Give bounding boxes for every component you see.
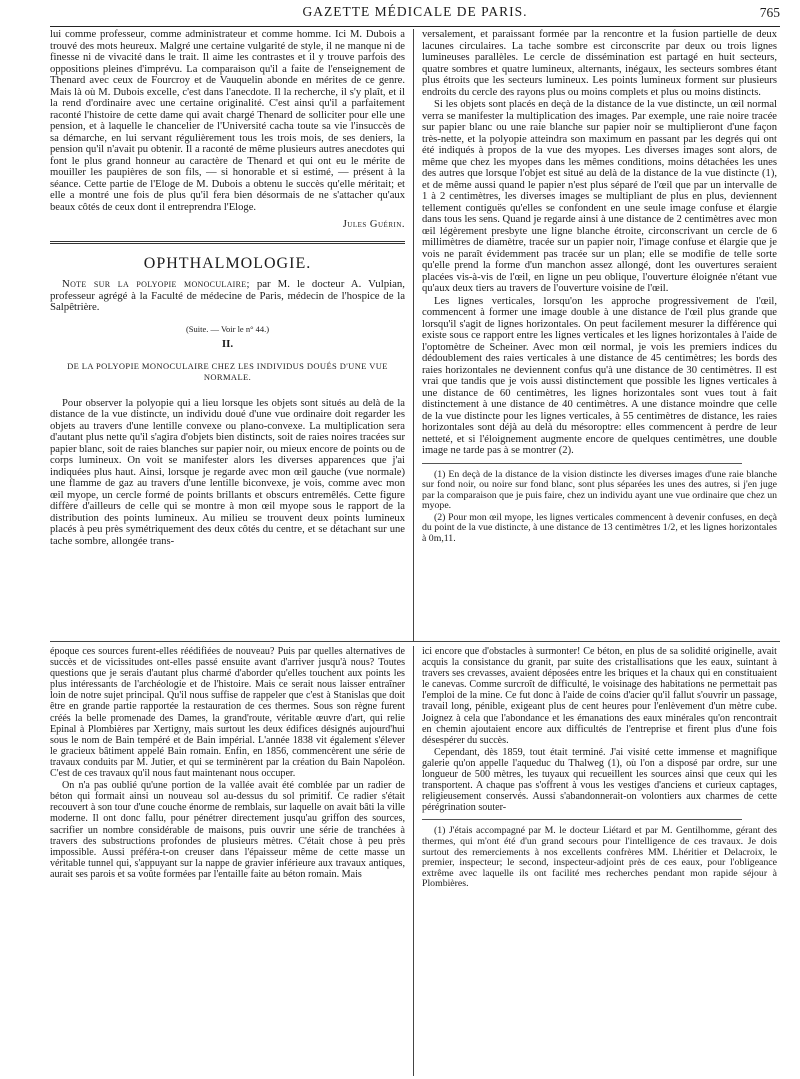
paragraph: ici encore que d'obstacles à surmonter! Ce béton, en plus de sa solidité originelle, avait acquis la consistance du granit, par suite des cristallisations que les eaux, suintant à travers ses crevasses, avaient déposées entre les briques et la chaux qui en constituaient le canevas. Comme surcroît de difficulté, le voisinage des habitations ne permettait pas l'emploi de la mine. Ce fut donc à l'aide de coins d'acier qu'il fallut s'ouvrir un passage, travail long, pénible, exigeant plus de cent heures pour l'enlèvement d'un mètre cube. Joignez à cela que l'abondance et les émanations des eaux minérales qu'on rencontrait en chemin ajoutaient encore aux difficultés de l'entreprise et firent plus d'une fois désespérer du succès. bbox=[422, 646, 777, 746]
lower-left-column bbox=[50, 646, 405, 1076]
paragraph: Cependant, dès 1859, tout était terminé. J'ai visité cette immense et magnifique galerie qu'on appelle l'aqueduc du Thalweg (1), où l'on a disposé par ordre, sur une longueur de 500 mètres, les tuyaux qui recueillent les sources ainsi que ceux qui les transportent. A chaque pas s'offrent à vous les vestiges d'anciens et curieux captages, religieusement conservés. Aussi s'abandonnerait-on volontiers aux charmes de cette pérégrination souter- bbox=[422, 746, 777, 814]
continuation-note: (Suite. — Voir le n° 44.) bbox=[185, 323, 270, 334]
upper-right-column bbox=[422, 29, 777, 641]
page-number: 765 bbox=[759, 5, 780, 20]
upper-section bbox=[50, 29, 780, 642]
paragraph: On n'a pas oublié qu'une portion de la vallée avait été comblée par un radier de béton qui formait ainsi un nouveau sol au-dessus du sol primitif. Ce radier s'était recouvert à son tour d'une couche énorme de remblais, sur laquelle on avait bâti la ville moderne. Il ont donc fallu, pour pénétrer directement jusqu'au griffon des sources, sacrifier un nombre considérable de maisons, puis ouvrir une série de tranchées à travers des substructions profondes de plusieurs mètres. C'était chose à peu près impossible. Aussi préféra-t-on creuser dans l'épaisseur même de cette masse un véritable tunnel qui, s'appuyant sur la nappe de gravier inférieure aux travaux antiques, aurait ses parois et sa voûte formées par l'entaille faite au béton romain. Mais bbox=[50, 780, 405, 880]
running-header bbox=[50, 4, 780, 27]
lower-right-column bbox=[422, 646, 777, 1076]
footnote-separator bbox=[422, 463, 742, 464]
paragraph: Si les objets sont placés en deçà de la distance de la vue distincte, un œil normal verra se manifester la multiplication des images. Par exemple, une raie noire tracée sur papier blanc ou une raie blanche sur papier noir se multiplieront d'une façon très-nette, et la polyopie atteindra son maximum en passant par les degrés qui ont été indiqués à propos de la vue des myopes. Les diverses images sont alors, de même que chez les myopes dans les mêmes conditions, moins détachées les unes des autres que lorsque l'objet est situé au delà de la distance de la vue distincte (1), et de même aussi quand le papier n'est plus séparé de l'œil que par un intervalle de 1 à 2 centimètres, les diverses images se multipliant de plus en plus, deviennent tellement contiguës qu'elles se confondent en une seule image confuse et élargie dans tous les sens. Quand je regarde ainsi à une distance de 2 centimètres avec mon œil légèrement presbyte une ligne blanche étroite, circonscrivant un cercle de 6 millimètres de diamètre, tracée sur un papier noir, l'image confuse et élargie que je vois ne paraît évidemment pas tracée sur un plan; elle se modifie de telle sorte qu'elle prend la forme d'un manchon assez allongé, dont les ouvertures seraient placées vis-à-vis de l'œil, en ligne un peu oblique, l'ouverture éloignée n'étant vue qu'aux deux tiers au travers de l'ouverture voisine de l'œil. bbox=[422, 99, 777, 294]
section-heading: OPHTHALMOLOGIE. bbox=[143, 254, 312, 272]
chapter-number: II. bbox=[221, 338, 234, 350]
footnote: (1) J'étais accompagné par M. le docteur Liétard et par M. Gentilhomme, gérant des thermes, qui m'ont été d'un grand secours pour l'intelligence de ces travaux. Je dois surtout des remerciements à nos excellents confrères MM. Lhéritier et Delacroix, le premier, inspecteur; le second, inspecteur-adjoint près de ces eaux, pour l'obligeance extrême avec laquelle ils ont facilité mes recherches pendant mon rapide séjour à Plombières. bbox=[422, 825, 777, 890]
upper-left-column bbox=[50, 29, 405, 641]
lower-section bbox=[50, 646, 780, 1076]
chapter-heading: DE LA POLYOPIE MONOCULAIRE CHEZ LES INDIVIDUS DOUÉS D'UNE VUE NORMALE. bbox=[67, 360, 388, 382]
footnote: (2) Pour mon œil myope, les lignes verticales commencent à devenir confuses, en deçà du point de la vue distincte, à une distance de 13 centimètres 1/2, et les lignes horizontales à 0m,11. bbox=[422, 511, 777, 545]
footnote-separator bbox=[422, 819, 742, 820]
paragraph: époque ces sources furent-elles réédifiées de nouveau? Puis par quelles alternatives de succès et de vicissitudes ont-elles passé ensuite avant d'arriver jusqu'à nous? Toutes questions que je serais d'autant plus charmé d'aborder qu'elles touchent aux points les plus intéressants de l'archéologie et de l'histoire. Mais ce serait nous laisser entraîner loin de notre sujet principal. Qu'il nous suffise de rappeler que c'est à Stanislas que doit être en grande partie rapportée la restauration de ces thermes. Sous son règne furent créés la belle promenade des Dames, la grand'route, véritable œuvre d'art, qui relie Epinal à Plombières par Xertigny, mais surtout les deux édifices désignés aujourd'hui sous le nom de Bain tempéré et de Bain impérial. L'année 1838 vit également s'élever le gracieux bâtiment appelé Bain romain. Enfin, en 1856, commencèrent une série de travaux conduits par M. Jutier, et qui se terminèrent par la création du Bain Napoléon. C'est de ces travaux qu'il nous faut maintenant nous occuper. bbox=[50, 646, 405, 780]
journal-title: GAZETTE MÉDICALE DE PARIS. bbox=[302, 4, 528, 19]
paragraph: Les lignes verticales, lorsqu'on les approche progressivement de l'œil, commencent à former une image double à une distance de l'œil plus grande que lorsqu'il s'agit de lignes horizontales. On peut facilement mesurer la différence qui existe sous ce rapport entre les lignes verticales et les lignes horizontales à l'aide de l'optomètre de Scheiner. Avec mon œil normal, je vois les premiers indices du dédoublement des raies verticales à une distance de 45 centimètres; les bords des raies horizontales ne deviennent confus qu'à une distance de 30 centimètres. Il est vrai que tandis que je vois aussi distinctement que possible les lignes verticales à une distance de 60 centimètres, les lignes horizontales sont vues tout à fait distinctement à une distance de 40 centimètres. A une distance moindre que celle de la vue distincte pour les lignes verticales, à 55 centimètres de distance, les raies horizontales sont déjà au delà du mésoroptre: elles commencent à perdre de leur netteté, et si l'éloignement augmente encore de quelques centimètres, une double image ne tarde pas à se montrer (2). bbox=[422, 295, 777, 456]
column-rule bbox=[413, 646, 414, 1076]
article-title-rest: par M. le docteur A. Vulpian, professeur agrégé à la Faculté de médecine de Paris, médecin de l'hospice de la Salpêtrière. bbox=[50, 278, 405, 313]
article-title-caps: Note sur la polyopie monoculaire; bbox=[62, 278, 250, 290]
author-signature: Jules Guérin. bbox=[342, 219, 405, 230]
column-rule bbox=[413, 29, 414, 641]
paragraph: versalement, et paraissant formée par la rencontre et la fusion partielle de deux lacunes circulaires. La tache sombre est circonscrite par deux ou trois lignes lumineuses parallèles. Le cercle de dissémination est partagé en huit secteurs, quatre sombres et quatre lumineux, alternants, inégaux, les secteurs sombres étant plus étroits que les secteurs lumineux. Les points lumineux forment sur plusieurs endroits du cercle des rayons plus ou moins complets et plus ou moins distincts. bbox=[422, 29, 777, 98]
paragraph: Pour observer la polyopie qui a lieu lorsque les objets sont situés au delà de la distance de la vue distincte, un individu doué d'une vue ordinaire doit regarder les objets au travers d'une lentille convexe ou plano-convexe. La multiplication sera d'autant plus nette qu'il s'agira d'objets bien distincts, soit de raies noires tracées sur papier blanc, soit de raies blanches sur papier noir, ou mieux encore de points ou de corps lumineux. On voit se manifester alors les diverses apparences que j'ai indiquées plus haut. Ainsi, lorsque je regarde avec mon œil gauche (vue normale) une flamme de gaz au travers d'une lentille biconvexe, je vois, comme avec mon œil myope, un cercle formé de points brillants et obscurs entremêlés. Cette figure diffère d'ailleurs de celle qui se montre à mon œil myope sous le rapport de la distribution des points lumineux. Au milieu se trouvent deux points lumineux placés à peu près symétriquement des deux côtés du centre, et se détachant sur une tache sombre, allongée trans- bbox=[50, 397, 405, 547]
paragraph: lui comme professeur, comme administrateur et comme homme. Ici M. Dubois a trouvé des mots heureux. Malgré une certaine vulgarité de style, il ne manque ni de finesse ni de vivacité dans le trait. Il aime les contrastes et il y trouve parfois des oppositions pleines d'imprévu. La comparaison qu'il a faite de l'enseignement de Thenard avec ceux de Fourcroy et de Vauquelin abonde en mérites de ce genre. Mais là où M. Dubois excelle, c'est dans l'anecdote. Il la recherche, il s'y plaît, et il la rend d'ordinaire avec une certaine originalité. C'est ainsi qu'il a parfaitement raconté l'histoire de cette dame qui avait chargé Thenard de solliciter pour elle une pension, et à laquelle le chancelier de l'Université cacha toute sa vie l'insuccès de sa démarche, en lui servant régulièrement tous les trois mois, de ses deniers, la pension qu'il n'avait pu obtenir. Il a raconté de même plusieurs autres anecdotes qui font le plus grand honneur au caractère de Thenard et qui ont eu le mérite de mouiller les paupières de son fils, — si honorable et si estimé, — présent à la séance. Cette partie de l'Eloge de M. Dubois a obtenu le succès qu'elle méritait; et elle a montré une fois de plus qu'il fera bien désormais de ne s'attacher qu'aux beaux côtés de ceux dont il entreprendra l'Eloge. bbox=[50, 29, 405, 213]
article-title bbox=[50, 279, 405, 314]
footnote: (1) En deçà de la distance de la vision distincte les diverses images d'une raie blanche sur fond noir, ou noire sur fond blanc, sont plus séparées les unes des autres, si j'en juge par la comparaison que je puis faire, chez un individu ayant une vue ordinaire que chez un myope. bbox=[422, 468, 777, 512]
section-divider bbox=[50, 241, 405, 244]
